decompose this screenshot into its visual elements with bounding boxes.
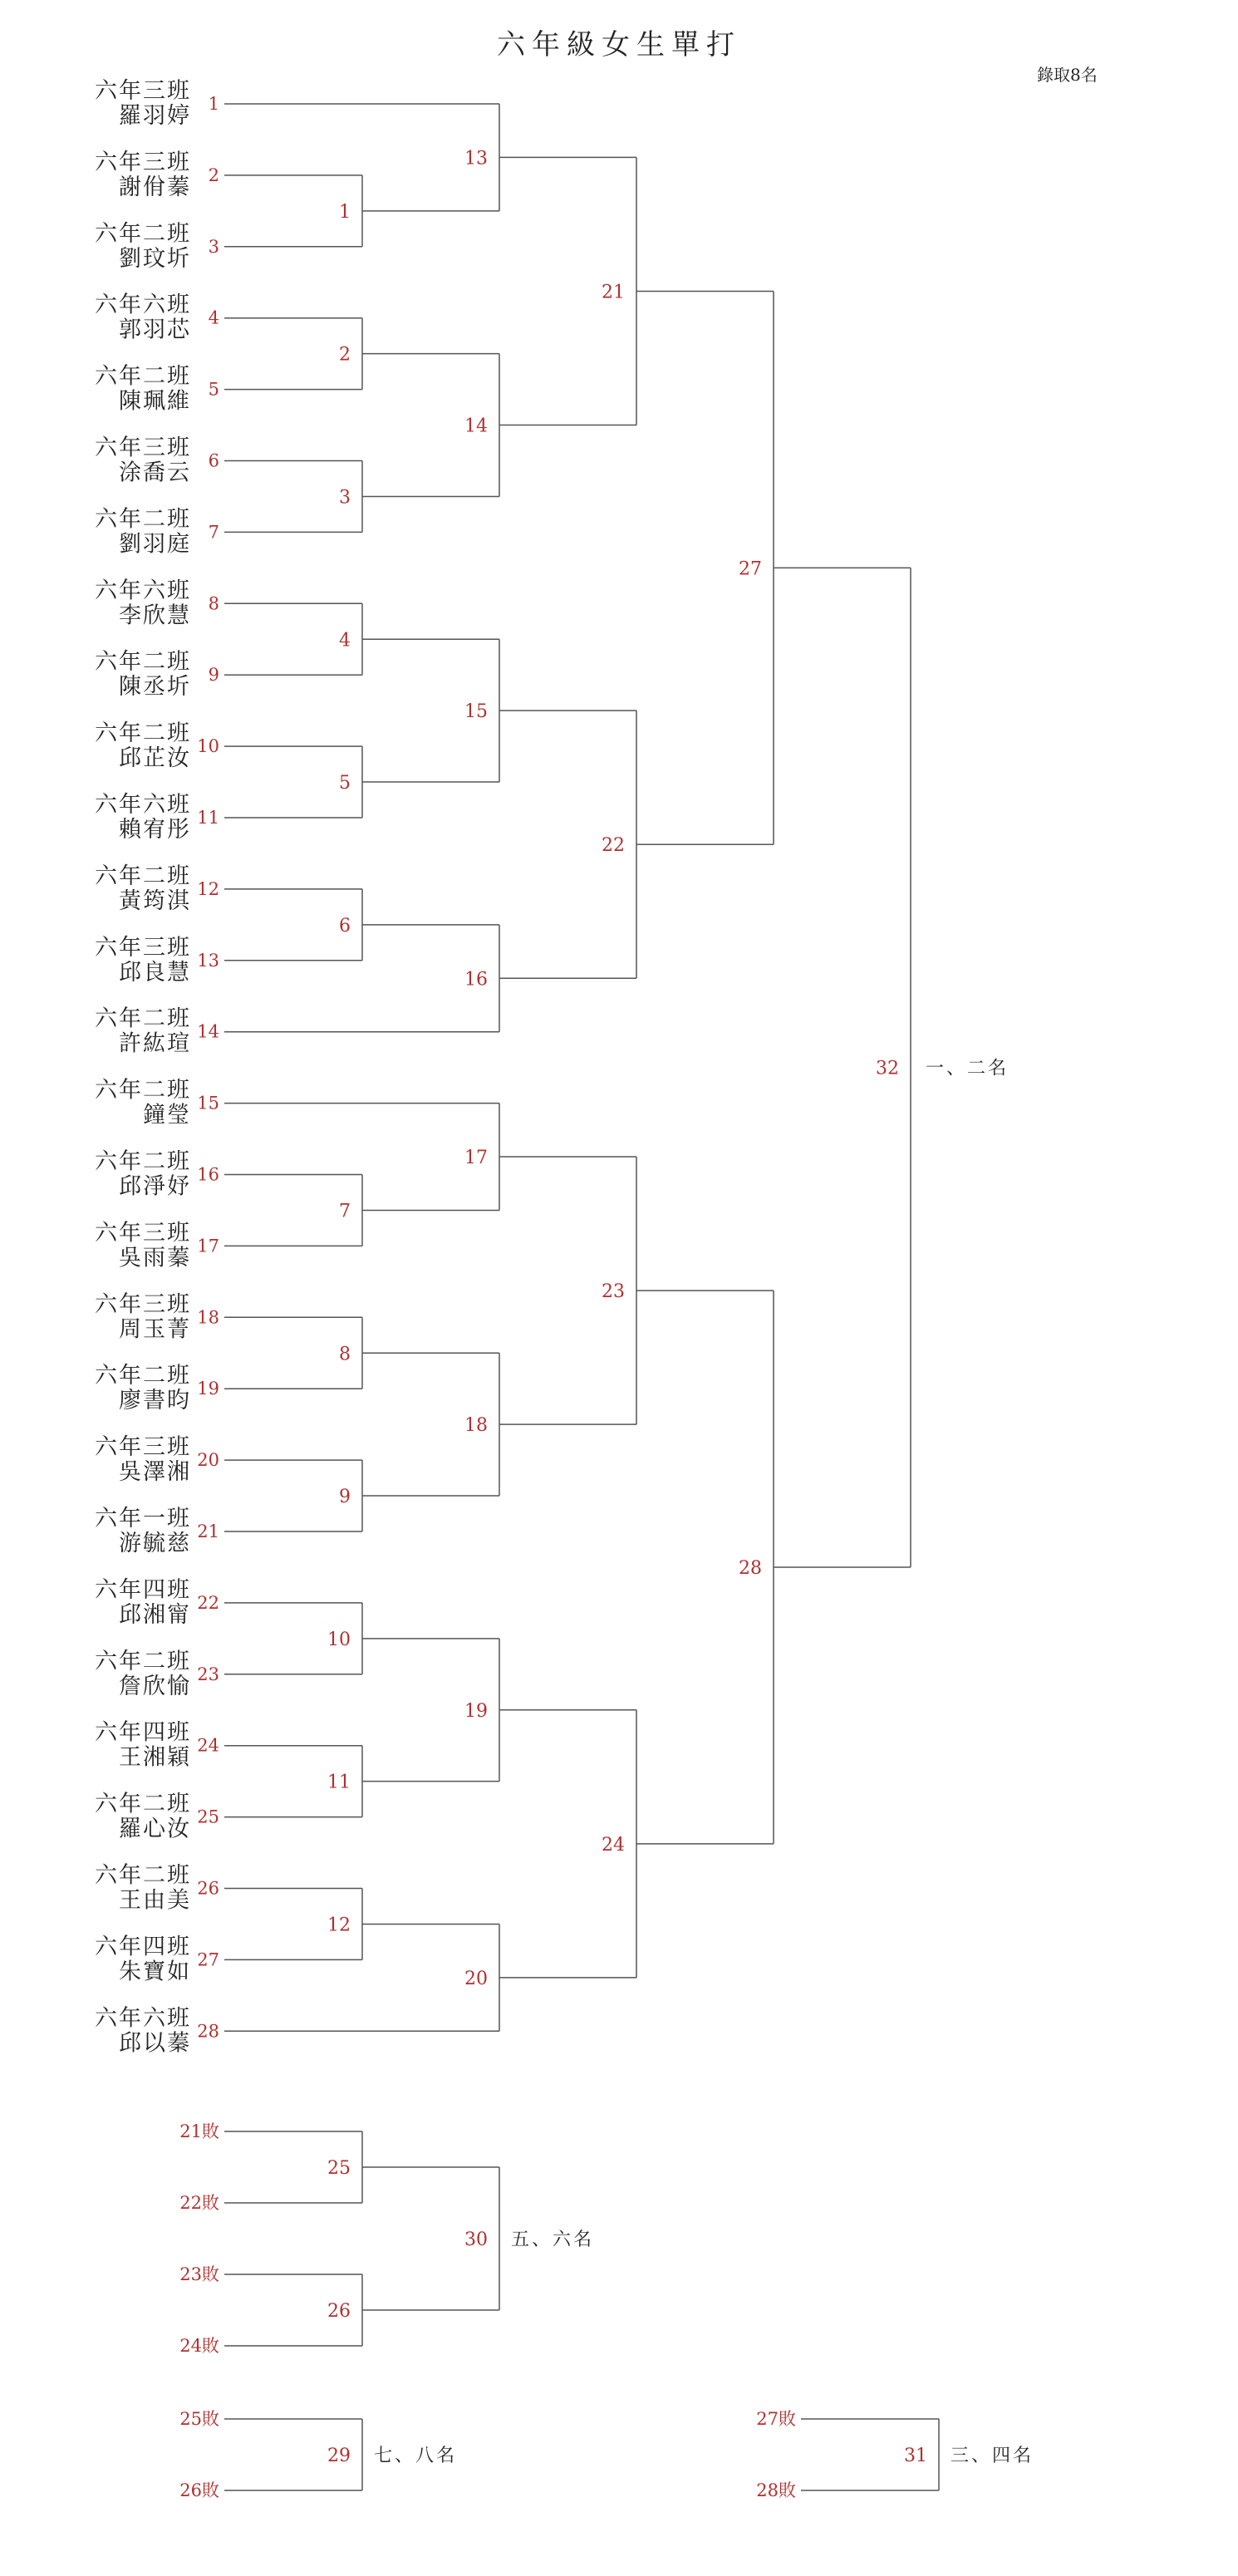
- seed-number: 26: [197, 1878, 219, 1899]
- player-class-label: 六年三班: [95, 149, 191, 175]
- match-number: 7: [339, 1201, 351, 1222]
- player-class-label: 六年二班: [95, 506, 191, 533]
- seed-number: 16: [197, 1164, 219, 1185]
- player-class-label: 六年三班: [95, 1291, 191, 1318]
- seed-number: 21: [197, 1522, 219, 1541]
- player-name-label: 詹欣愉: [119, 1673, 191, 1699]
- player-class-label: 六年六班: [95, 2005, 191, 2032]
- place-label-3-4: 三、四名: [951, 2446, 1034, 2466]
- loser-entry-label: 26敗: [179, 2480, 219, 2500]
- loser-entry-label: 28敗: [756, 2480, 796, 2500]
- loser-entry-label: 27敗: [756, 2409, 796, 2429]
- player-class-label: 六年二班: [95, 720, 191, 747]
- player-class-label: 六年六班: [95, 578, 191, 604]
- match-number: 26: [327, 2301, 351, 2322]
- bracket-lines: [224, 104, 939, 2490]
- match-number: 12: [327, 1915, 351, 1936]
- player-name-label: 謝佾蓁: [119, 174, 191, 200]
- player-name-label: 游毓慈: [119, 1531, 191, 1556]
- player-class-label: 六年三班: [95, 934, 191, 961]
- seed-number: 22: [197, 1592, 219, 1613]
- player-name-label: 邱淨妤: [119, 1173, 191, 1200]
- seed-number: 3: [208, 236, 219, 257]
- seed-number: 6: [208, 450, 219, 471]
- player-name-label: 賴宥彤: [119, 817, 191, 843]
- match-number: 28: [739, 1557, 762, 1579]
- player-class-label: 六年六班: [95, 792, 191, 818]
- player-name-label: 邱湘甯: [119, 1601, 191, 1628]
- place-label-5-6: 五、六名: [511, 2229, 595, 2250]
- loser-entry-label: 22敗: [179, 2193, 219, 2213]
- player-class-label: 六年四班: [95, 1576, 191, 1603]
- player-class-label: 六年二班: [95, 1648, 191, 1674]
- player-class-label: 六年三班: [95, 1220, 191, 1246]
- player-class-label: 六年三班: [95, 78, 191, 104]
- seed-number: 13: [197, 950, 219, 971]
- player-name-label: 鐘瑩: [143, 1102, 191, 1128]
- seed-number: 12: [197, 878, 219, 899]
- player-class-label: 六年四班: [95, 1934, 191, 1960]
- match-number: 6: [339, 915, 351, 937]
- seed-number: 25: [197, 1807, 219, 1827]
- player-name-label: 邱芷汝: [119, 745, 191, 772]
- player-class-label: 六年二班: [95, 1077, 191, 1104]
- match-number: 23: [602, 1281, 625, 1303]
- seed-number: 11: [197, 808, 219, 828]
- match-number: 27: [739, 558, 762, 580]
- match-number: 16: [464, 969, 488, 991]
- seed-number: 24: [197, 1735, 219, 1756]
- player-name-label: 王湘穎: [119, 1744, 191, 1771]
- seed-number: 4: [208, 307, 219, 328]
- match-number: 21: [602, 282, 625, 303]
- player-class-label: 六年二班: [95, 1862, 191, 1889]
- match-number: 10: [327, 1629, 351, 1650]
- player-class-label: 六年二班: [95, 1148, 191, 1175]
- player-name-label: 劉玟圻: [119, 245, 191, 272]
- seed-number: 10: [197, 736, 219, 757]
- match-number: 13: [464, 148, 488, 170]
- match-number: 30: [464, 2229, 488, 2250]
- match-number: 11: [327, 1772, 351, 1793]
- seed-number: 20: [197, 1450, 219, 1471]
- match-number: 31: [904, 2446, 927, 2466]
- player-class-label: 六年四班: [95, 1719, 191, 1746]
- player-class-label: 六年二班: [95, 220, 191, 247]
- seed-number: 7: [208, 522, 219, 543]
- seed-number: 14: [197, 1021, 219, 1042]
- seed-number: 27: [197, 1949, 219, 1970]
- match-number: 32: [876, 1058, 899, 1079]
- player-name-label: 羅心汝: [119, 1816, 191, 1842]
- player-name-label: 吳雨蓁: [119, 1245, 191, 1271]
- loser-entry-label: 23敗: [179, 2264, 219, 2284]
- player-name-label: 廖書昀: [119, 1388, 191, 1414]
- player-name-label: 郭羽芯: [119, 317, 191, 343]
- player-name-label: 許紘瑄: [119, 1030, 191, 1057]
- player-class-label: 六年二班: [95, 649, 191, 676]
- player-name-label: 邱以蓁: [119, 2030, 191, 2057]
- page-title: 六年級女生單打: [497, 28, 741, 61]
- match-number: 25: [327, 2158, 351, 2179]
- player-name-label: 王由美: [119, 1887, 191, 1914]
- player-name-label: 周玉菁: [119, 1316, 191, 1343]
- seed-number: 2: [208, 165, 219, 185]
- match-number: 2: [339, 344, 351, 366]
- quota-note: 錄取8名: [1037, 65, 1098, 85]
- seed-number: 9: [208, 665, 219, 686]
- seed-number: 1: [208, 94, 219, 114]
- place-label-1-2: 一、二名: [926, 1058, 1010, 1079]
- loser-entry-label: 24敗: [179, 2336, 219, 2356]
- player-class-label: 六年三班: [95, 1434, 191, 1461]
- match-number: 18: [464, 1415, 488, 1437]
- player-name-label: 陳珮維: [119, 388, 191, 415]
- match-number: 19: [464, 1700, 488, 1722]
- match-number: 15: [464, 701, 488, 723]
- player-name-label: 涂喬云: [119, 460, 191, 486]
- seed-number: 8: [208, 593, 219, 614]
- seed-number: 28: [197, 2021, 219, 2042]
- match-number: 9: [339, 1487, 351, 1508]
- player-class-label: 六年二班: [95, 863, 191, 889]
- seed-number: 23: [197, 1664, 219, 1684]
- player-class-label: 六年三班: [95, 435, 191, 461]
- player-class-label: 六年六班: [95, 292, 191, 318]
- seed-number: 15: [197, 1093, 219, 1113]
- player-name-label: 黃筠淇: [119, 887, 191, 914]
- match-number: 17: [464, 1148, 488, 1169]
- seed-number: 17: [197, 1236, 219, 1256]
- loser-entry-label: 25敗: [179, 2409, 219, 2429]
- seed-number: 5: [208, 379, 219, 400]
- player-name-label: 劉羽庭: [119, 531, 191, 558]
- player-name-label: 朱寶如: [119, 1959, 191, 1985]
- bracket-labels: [95, 78, 1034, 2500]
- player-name-label: 吳澤湘: [119, 1459, 191, 1486]
- match-number: 20: [464, 1968, 488, 1989]
- place-label-7-8: 七、八名: [374, 2446, 458, 2466]
- match-number: 4: [339, 630, 351, 651]
- player-name-label: 陳丞圻: [119, 674, 191, 701]
- match-number: 3: [339, 487, 351, 509]
- seed-number: 19: [197, 1379, 219, 1399]
- match-number: 8: [339, 1344, 351, 1365]
- player-class-label: 六年二班: [95, 1363, 191, 1389]
- match-number: 5: [339, 773, 351, 794]
- player-class-label: 六年二班: [95, 363, 191, 390]
- match-number: 29: [327, 2446, 351, 2466]
- match-number: 24: [602, 1834, 625, 1856]
- match-number: 22: [602, 835, 625, 857]
- player-class-label: 六年一班: [95, 1506, 191, 1531]
- player-name-label: 羅羽婷: [119, 103, 191, 129]
- match-number: 1: [339, 201, 351, 223]
- player-class-label: 六年二班: [95, 1005, 191, 1032]
- player-class-label: 六年二班: [95, 1791, 191, 1817]
- player-name-label: 李欣慧: [119, 602, 191, 629]
- seed-number: 18: [197, 1307, 219, 1328]
- player-name-label: 邱良慧: [119, 959, 191, 986]
- match-number: 14: [464, 415, 488, 437]
- loser-entry-label: 21敗: [179, 2121, 219, 2141]
